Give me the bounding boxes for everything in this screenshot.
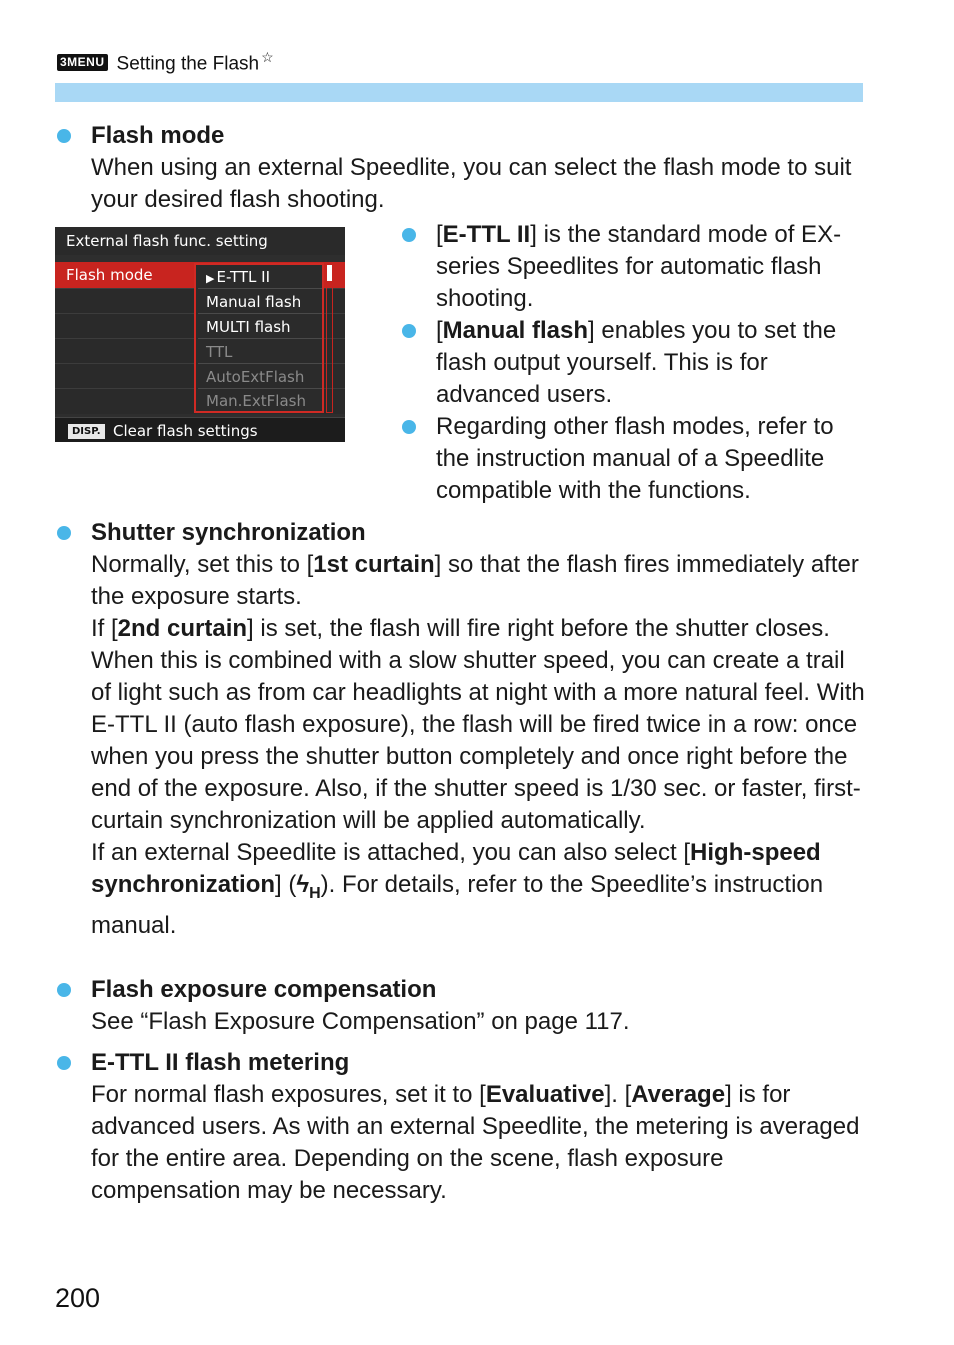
camera-menu-screenshot	[55, 227, 345, 442]
list-item-text: Regarding other flash modes, refer to the instruction manual of a Speedlite compatible with the functions.	[436, 413, 834, 504]
camera-option: MULTI flash	[198, 315, 322, 339]
section-heading	[57, 120, 867, 152]
bullet-dot-icon	[57, 983, 71, 997]
menu-option-name: Average	[631, 1081, 726, 1108]
text-run: ] enables you to set the flash output yourself. This is for advanced users.	[436, 317, 837, 408]
bullet-dot-icon	[402, 324, 416, 338]
menu-option-name: Evaluative	[485, 1081, 605, 1108]
section-shutter-sync	[57, 517, 867, 942]
flash-mode-bullets	[402, 219, 872, 507]
camera-menu-selected-label: Flash mode	[66, 266, 153, 284]
text-run: If an external Speedlite is attached, you can also select [	[91, 839, 691, 866]
section-flash-mode	[57, 120, 867, 216]
menu-tab-icon: 3MENU	[57, 54, 108, 71]
advanced-star-icon: ☆	[261, 48, 274, 65]
text-run: If [	[91, 615, 118, 642]
camera-option: Manual flash	[198, 290, 322, 314]
list-item	[402, 411, 872, 507]
list-item	[402, 219, 872, 315]
text-run: ] is the standard mode of EX-series Speedlites for automatic flash shooting.	[436, 221, 842, 312]
camera-option: AutoExtFlash	[198, 365, 322, 389]
camera-option-text: E-TTL II	[216, 268, 271, 286]
section-body	[91, 1079, 867, 1207]
bullet-dot-icon	[402, 228, 416, 242]
bullet-dot-icon	[57, 526, 71, 540]
text-run: Normally, set this to [	[91, 551, 314, 578]
heading-text: Flash mode	[91, 122, 225, 149]
heading-text: E-TTL II flash metering	[91, 1049, 350, 1076]
list-item-text	[436, 219, 872, 315]
text-run: ]. [	[604, 1081, 632, 1108]
menu-option-name: High-speed synchronization	[91, 839, 821, 898]
bullet-dot-icon	[57, 129, 71, 143]
bullet-dot-icon	[402, 420, 416, 434]
menu-option-name: 1st curtain	[313, 551, 435, 578]
list-item-text	[436, 315, 872, 411]
heading-text: Flash exposure compensation	[91, 976, 437, 1003]
camera-option: Man.ExtFlash	[206, 392, 306, 410]
section-body: See “Flash Exposure Compensation” on page 117.	[91, 1008, 630, 1035]
camera-option: TTL	[198, 340, 322, 364]
text-run: ). For details, refer to the Speedlite’s instruction manual.	[91, 871, 824, 939]
list-item	[402, 315, 872, 411]
paragraph	[91, 837, 867, 942]
page-header	[57, 48, 274, 76]
camera-footer-text: Clear flash settings	[113, 422, 258, 440]
text-run: ] so that the flash fires immediately after the exposure starts.	[91, 551, 859, 610]
camera-option	[198, 265, 322, 289]
camera-menu-title: External flash func. setting	[55, 227, 345, 255]
camera-scrollbar-track	[326, 263, 333, 413]
text-run: [	[436, 221, 443, 248]
disp-button-icon: DISP.	[68, 424, 105, 439]
header-title-text: Setting the Flash	[116, 53, 260, 75]
flash-icon-sub: H	[309, 884, 321, 902]
section-heading	[57, 517, 867, 549]
flash-icon-glyph: ϟ	[296, 871, 310, 898]
text-run: ] is for advanced users. As with an external Speedlite, the metering is averaged for the entire area. Depending on the scene, flash exposure compensation may be necessary.	[91, 1081, 860, 1204]
section-heading	[57, 1047, 867, 1079]
paragraph	[91, 613, 867, 837]
heading-text: Shutter synchronization	[91, 519, 366, 546]
text-run: ] (	[275, 871, 297, 898]
selector-arrow-icon: ▶	[206, 272, 215, 285]
section-ettl-metering	[57, 1047, 867, 1207]
text-run: [	[436, 317, 443, 344]
paragraph	[91, 549, 867, 613]
header-divider-bar	[55, 83, 863, 102]
section-flash-exp-comp	[57, 974, 867, 1038]
page-number: 200	[55, 1283, 101, 1313]
text-run: ] is set, the flash will fire right before the shutter closes. When this is combined with a slow shutter speed, you can create a trail of light such as from car headlights at night with a more natural feel. With E-TTL II (auto flash exposure), the flash will be fired twice in a row: once when you press the shutter button completely and once right before the end of the exposure. Also, if the shutter speed is 1/30 sec. or faster, first-curtain synchronization will be applied automatically.	[91, 615, 865, 834]
high-speed-flash-icon	[296, 871, 321, 902]
bullet-dot-icon	[57, 1056, 71, 1070]
text-run: For normal flash exposures, set it to [	[91, 1081, 486, 1108]
menu-option-name: E-TTL II	[442, 221, 531, 248]
header-title	[117, 49, 274, 75]
menu-option-name: 2nd curtain	[117, 615, 248, 642]
camera-menu-dropdown	[194, 263, 324, 413]
section-body	[91, 549, 867, 942]
section-body: When using an external Speedlite, you can select the flash mode to suit your desired flash shooting.	[91, 154, 852, 213]
camera-scrollbar-thumb	[327, 265, 332, 281]
section-heading	[57, 974, 867, 1006]
menu-option-name: Manual flash	[442, 317, 589, 344]
